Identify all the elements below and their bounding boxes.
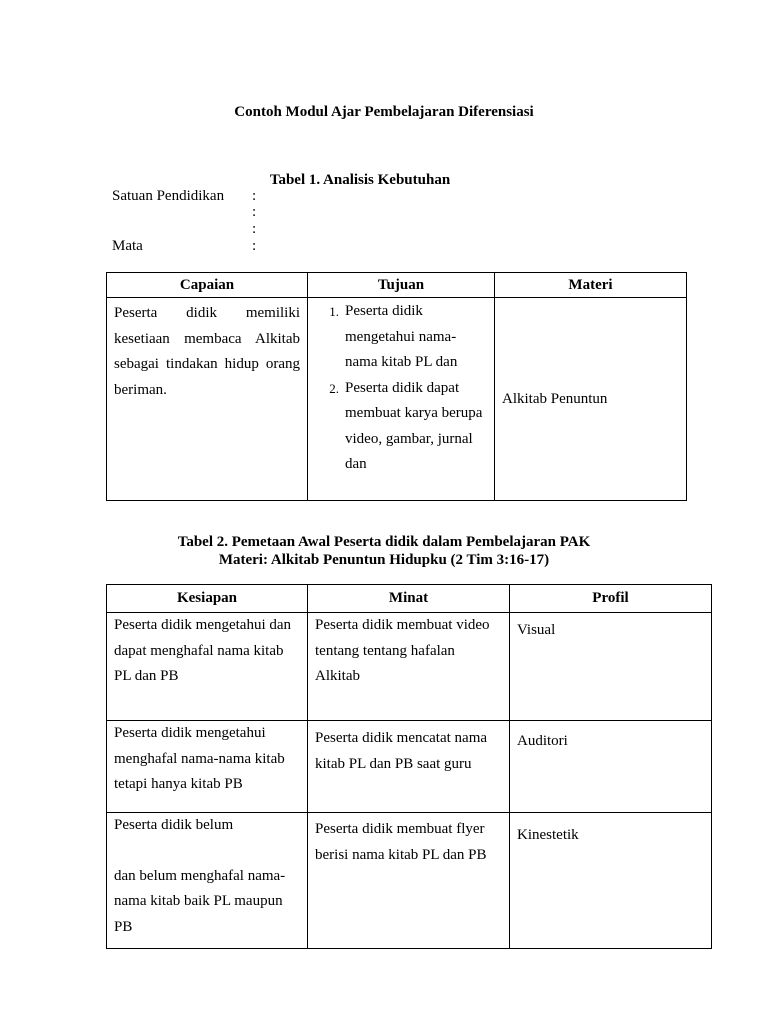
list-item: [309, 299, 487, 376]
table-row: [107, 813, 712, 949]
meta-colon: :: [252, 221, 257, 237]
table2-title: [0, 533, 768, 569]
meta-colon: :: [252, 188, 257, 204]
table1-title: Tabel 1. Analisis Kebutuhan: [269, 172, 451, 188]
minat-cell: Peserta didik membuat flyer berisi nama kitab PL dan PB: [308, 813, 510, 949]
meta-colon: :: [252, 238, 257, 254]
minat-cell: Peserta didik membuat video tentang tentang hafalan Alkitab: [308, 613, 510, 721]
table2-title-line2: Materi: Alkitab Penuntun Hidupku (2 Tim 3:16-17): [218, 552, 550, 568]
mapping-table: [106, 584, 712, 949]
profil-cell: Visual: [510, 613, 712, 721]
column-header-tujuan: Tujuan: [308, 273, 495, 298]
meta-label-mata: Mata: [112, 238, 143, 254]
list-item-text: Peserta didik mengetahui nama-nama kitab PL dan: [345, 303, 458, 370]
list-number: 2.: [329, 380, 339, 396]
materi-cell: Alkitab Penuntun: [495, 298, 687, 501]
table-row: [107, 613, 712, 721]
kesiapan-cell: Peserta didik mengetahui menghafal nama-nama kitab tetapi hanya kitab PB: [107, 721, 308, 813]
table-row: [107, 721, 712, 813]
kesiapan-text-part1: Peserta didik belum: [114, 817, 234, 833]
column-header-materi: Materi: [495, 273, 687, 298]
list-number: 1.: [329, 304, 339, 319]
document-title: Contoh Modul Ajar Pembelajaran Diferensiasi: [234, 104, 534, 120]
kesiapan-cell: [107, 813, 308, 949]
kesiapan-text-part2: dan belum menghafal nama-nama kitab baik PL maupun PB: [114, 867, 286, 935]
meta-colon: :: [252, 204, 257, 220]
profil-cell: Kinestetik: [510, 813, 712, 949]
analysis-table: [106, 272, 687, 501]
kesiapan-cell: Peserta didik mengetahui dan dapat menghafal nama kitab PL dan PB: [107, 613, 308, 721]
column-header-profil: Profil: [510, 585, 712, 613]
list-item-text: Peserta didik dapat membuat karya berupa video, gambar, jurnal dan: [345, 379, 483, 472]
capaian-cell: [107, 298, 308, 501]
column-header-capaian: Capaian: [107, 273, 308, 298]
minat-cell: Peserta didik mencatat nama kitab PL dan PB saat guru: [308, 721, 510, 813]
tujuan-cell: [308, 298, 495, 501]
table2-title-line1: Tabel 2. Pemetaan Awal Peserta didik dalam Pembelajaran PAK: [177, 534, 591, 550]
list-item: [309, 376, 487, 478]
table-row: [107, 298, 687, 501]
profil-cell: Auditori: [510, 721, 712, 813]
meta-label-satuan-pendidikan: Satuan Pendidikan: [112, 188, 225, 204]
column-header-minat: Minat: [308, 585, 510, 613]
capaian-text: Peserta didik memiliki kesetiaan membaca Alkitab sebagai tindakan hidup orang beriman.: [114, 305, 300, 398]
column-header-kesiapan: Kesiapan: [107, 585, 308, 613]
tujuan-list: [309, 299, 493, 478]
